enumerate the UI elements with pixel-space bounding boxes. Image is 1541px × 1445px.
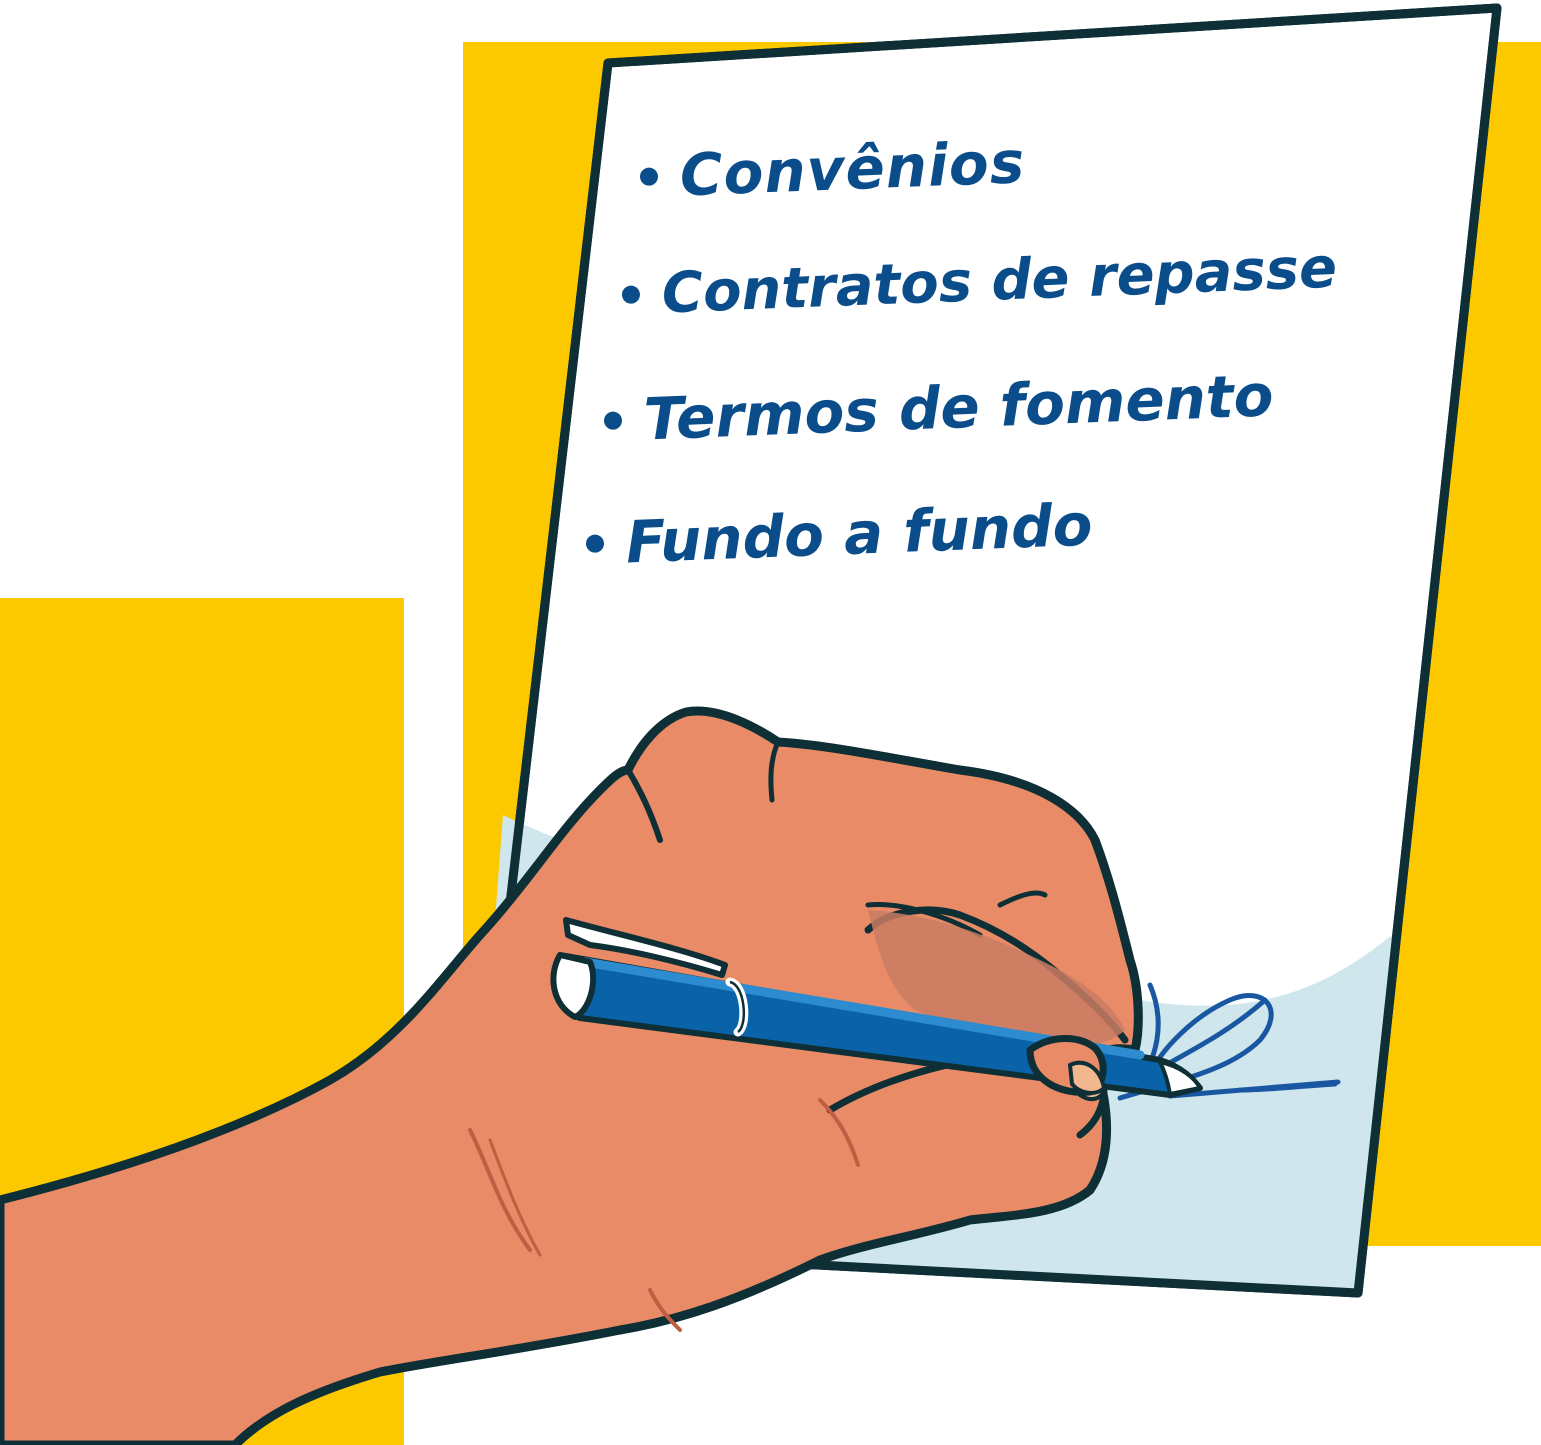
list-item-label: Termos de fomento bbox=[642, 361, 1275, 454]
list-item-label: Convênios bbox=[678, 128, 1027, 210]
list-item-label: Fundo a fundo bbox=[624, 490, 1094, 577]
list-item-label: Contratos de repasse bbox=[660, 235, 1339, 327]
